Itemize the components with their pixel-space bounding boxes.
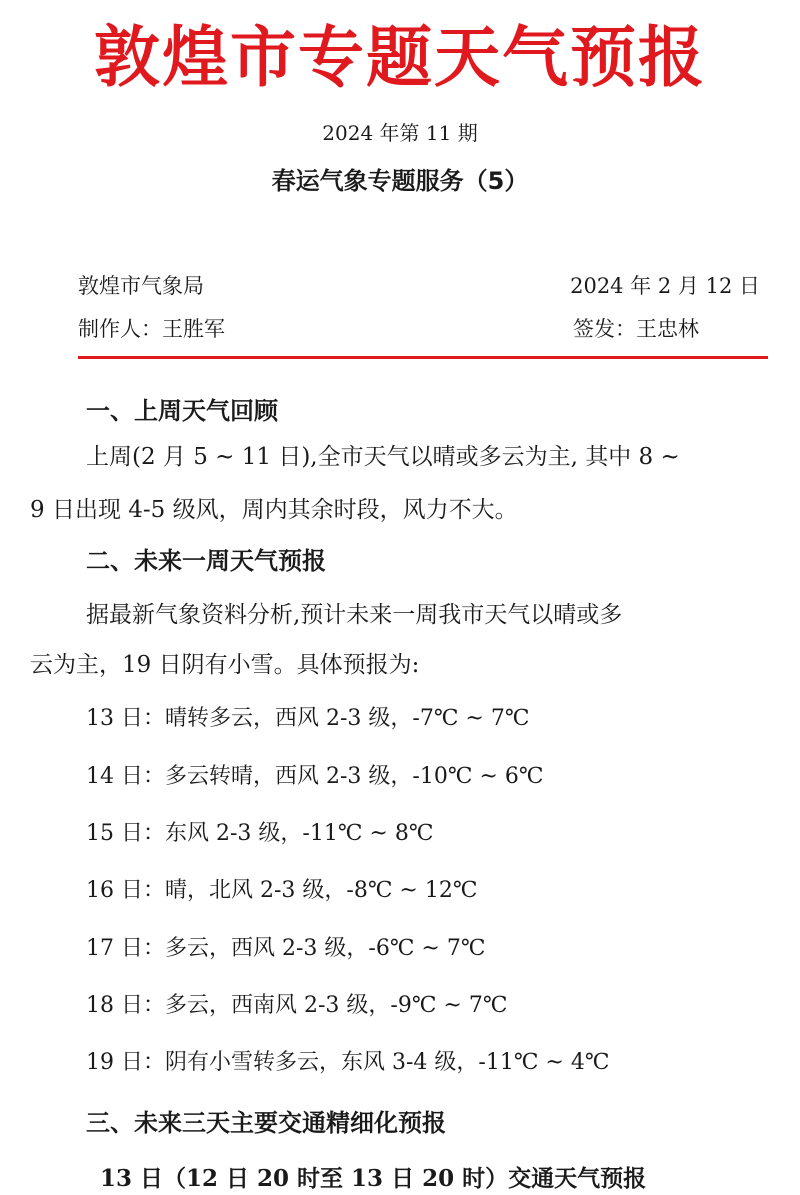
section-heading-forecast: 二、未来一周天气预报 bbox=[86, 547, 326, 575]
approver: 签发：王忠林 bbox=[573, 317, 699, 341]
daily-forecast-item: 14 日：多云转晴，西风 2-3 级，-10℃ ~ 6℃ bbox=[86, 764, 544, 789]
issue-date: 2024 年 2 月 12 日 bbox=[570, 274, 760, 298]
daily-forecast-item: 15 日：东风 2-3 级，-11℃ ~ 8℃ bbox=[86, 821, 434, 846]
section-heading-review: 一、上周天气回顾 bbox=[86, 397, 278, 425]
issue-number: 2024 年第 11 期 bbox=[322, 121, 478, 145]
forecast-paragraph-line: 云为主，19 日阴有小雪。具体预报为: bbox=[30, 652, 420, 678]
issuer: 敦煌市气象局 bbox=[78, 274, 204, 298]
forecast-paragraph-line: 据最新气象资料分析,预计未来一周我市天气以晴或多 bbox=[86, 602, 623, 628]
author: 制作人：王胜军 bbox=[78, 317, 225, 341]
daily-forecast-item: 18 日：多云，西南风 2-3 级，-9℃ ~ 7℃ bbox=[86, 993, 508, 1018]
traffic-forecast-subheading: 13 日（12 日 20 时至 13 日 20 时）交通天气预报 bbox=[100, 1165, 647, 1192]
review-paragraph-line: 9 日出现 4-5 级风，周内其余时段，风力不大。 bbox=[30, 497, 518, 523]
daily-forecast-item: 16 日：晴，北风 2-3 级，-8℃ ~ 12℃ bbox=[86, 878, 478, 903]
daily-forecast-item: 13 日：晴转多云，西风 2-3 级，-7℃ ~ 7℃ bbox=[86, 706, 530, 731]
review-paragraph-line: 上周(2 月 5 ~ 11 日),全市天气以晴或多云为主, 其中 8 ~ bbox=[86, 444, 680, 470]
document-subtitle: 春运气象专题服务（5） bbox=[271, 167, 529, 195]
section-heading-traffic: 三、未来三天主要交通精细化预报 bbox=[86, 1109, 446, 1137]
header-divider bbox=[78, 356, 768, 359]
daily-forecast-item: 19 日：阴有小雪转多云，东风 3-4 级，-11℃ ~ 4℃ bbox=[86, 1050, 610, 1075]
daily-forecast-item: 17 日：多云，西风 2-3 级，-6℃ ~ 7℃ bbox=[86, 936, 486, 961]
document-title: 敦煌市专题天气预报 bbox=[94, 19, 706, 96]
